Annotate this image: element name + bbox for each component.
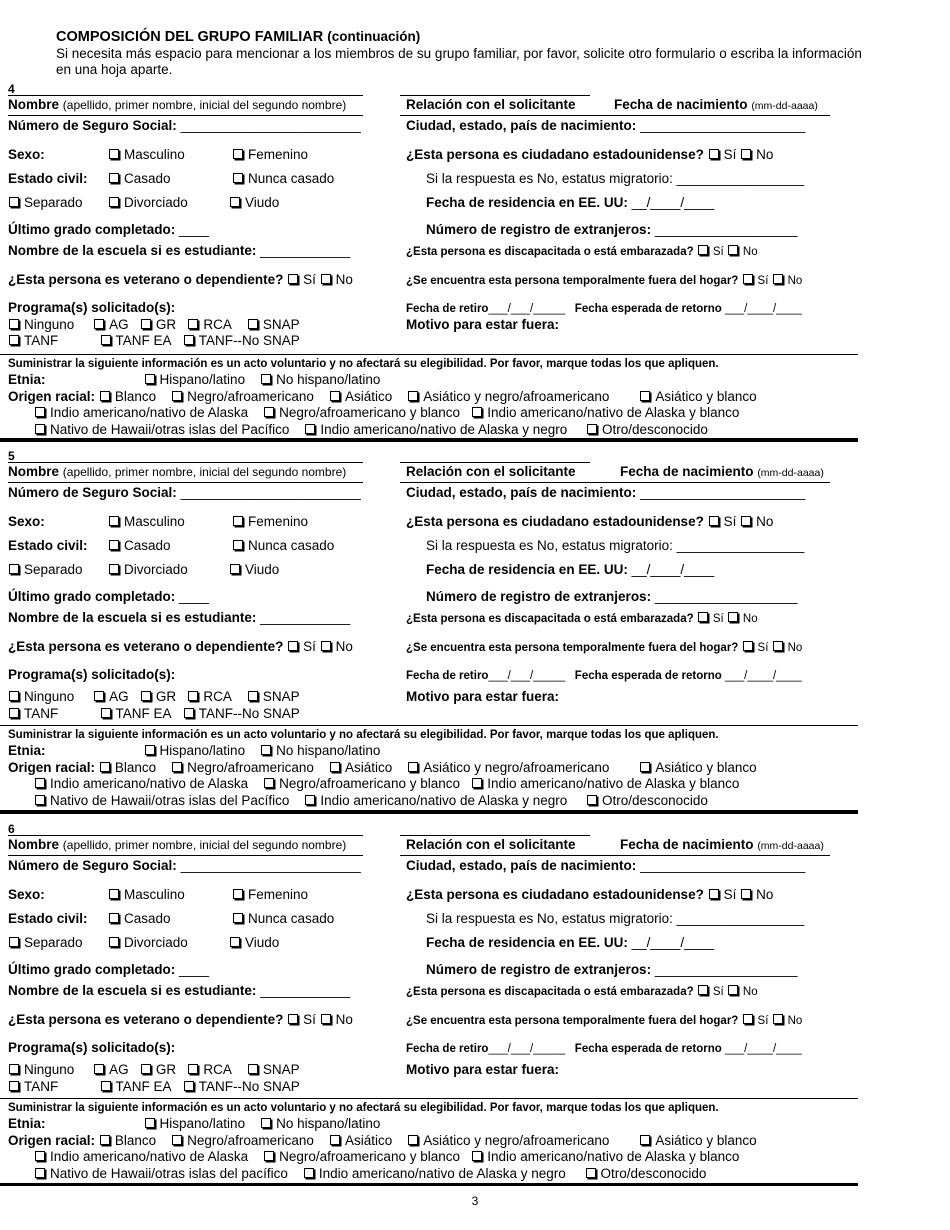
form-page — [56, 28, 914, 78]
checkbox-icon — [233, 540, 243, 550]
checkbox-icon[interactable] — [35, 407, 45, 417]
programs-row-1[interactable]: Ninguno AG GR RCA SNAP — [8, 1062, 300, 1078]
checkbox-icon — [233, 173, 243, 183]
checkbox-icon[interactable] — [304, 1168, 314, 1178]
checkbox-icon[interactable] — [640, 762, 650, 772]
divorced-checkbox[interactable]: Divorciado — [108, 935, 188, 951]
checkbox-icon[interactable] — [188, 319, 198, 329]
checkbox-icon — [109, 564, 119, 574]
leave-dates-field[interactable]: Fecha de retiro___/___/_____ Fecha esperada de retorno ___/____/____ — [406, 303, 802, 315]
checkbox-icon[interactable] — [472, 778, 482, 788]
checkbox-icon[interactable] — [261, 374, 271, 384]
alien-number-field[interactable]: Número de registro de extranjeros: ___________________ — [426, 962, 798, 977]
page-number: 3 — [471, 1194, 479, 1208]
birth-date-label: Fecha de nacimiento (mm-dd-aaaa) — [620, 837, 824, 852]
checkbox-icon[interactable] — [640, 1135, 650, 1145]
race-row-2: Indio americano/nativo de Alaska Negro/afroamericano y blanco Indio americano/nativo de Alaska y blanco — [34, 776, 739, 792]
checkbox-icon[interactable] — [9, 1081, 19, 1091]
programs-row-2[interactable]: TANF TANF EA TANF--No SNAP — [8, 333, 300, 349]
programs-row-1[interactable]: Ninguno AG GR RCA SNAP — [8, 317, 300, 333]
checkbox-icon[interactable] — [248, 1064, 258, 1074]
checkbox-icon[interactable] — [773, 1014, 783, 1024]
checkbox-icon — [233, 913, 243, 923]
away-question: ¿Se encuentra esta persona temporalmente fuera del hogar? Sí No — [406, 1015, 803, 1027]
race-row-2: Indio americano/nativo de Alaska Negro/afroamericano y blanco Indio americano/nativo de Alaska y blanco — [34, 1149, 739, 1165]
citizen-question: ¿Esta persona es ciudadano estadounidense? Sí No — [406, 514, 774, 529]
checkbox-icon[interactable] — [264, 407, 274, 417]
divorced-checkbox[interactable]: Divorciado — [108, 562, 188, 578]
voluntary-notice: Suministrar la siguiente información es un acto voluntario y no afectará su elegibilidad. Por favor, marque todas los que apliquen. — [8, 358, 719, 370]
checkbox-icon[interactable] — [587, 795, 597, 805]
citizen-question: ¿Esta persona es ciudadano estadounidense? Sí No — [406, 147, 774, 162]
checkbox-icon[interactable] — [248, 319, 258, 329]
male-checkbox[interactable]: Masculino — [108, 887, 185, 903]
checkbox-icon[interactable] — [741, 516, 751, 526]
checkbox-icon — [233, 889, 243, 899]
checkbox-icon — [109, 149, 119, 159]
member-number: 4 — [8, 82, 15, 96]
checkbox-icon — [9, 564, 19, 574]
checkbox-icon[interactable] — [9, 319, 19, 329]
checkbox-icon[interactable] — [743, 274, 753, 284]
checkbox-icon[interactable] — [188, 691, 198, 701]
alien-number-field[interactable]: Número de registro de extranjeros: ___________________ — [426, 589, 798, 604]
checkbox-icon — [109, 173, 119, 183]
checkbox-icon[interactable] — [184, 335, 194, 345]
birthplace-field[interactable]: Ciudad, estado, país de nacimiento: ______________________ — [406, 858, 806, 873]
ethnicity-row: Etnia: Hispano/latino No hispano/latino — [8, 372, 381, 387]
checkbox-icon[interactable] — [9, 691, 19, 701]
member-number: 5 — [8, 449, 15, 463]
veteran-question: ¿Esta persona es veterano o dependiente? Sí No — [8, 639, 353, 654]
female-checkbox[interactable]: Femenino — [232, 887, 308, 903]
checkbox-icon[interactable] — [741, 889, 751, 899]
checkbox-icon[interactable] — [288, 641, 298, 651]
female-checkbox[interactable]: Femenino — [232, 147, 308, 163]
checkbox-icon[interactable] — [172, 1135, 182, 1145]
checkbox-icon[interactable] — [640, 391, 650, 401]
checkbox-icon — [230, 937, 240, 947]
checkbox-icon[interactable] — [172, 762, 182, 772]
grade-field[interactable]: Último grado completado: ____ — [8, 222, 210, 237]
checkbox-icon[interactable] — [741, 149, 751, 159]
checkbox-icon[interactable] — [261, 745, 271, 755]
checkbox-icon[interactable] — [94, 691, 104, 701]
checkbox-icon — [230, 197, 240, 207]
marital-status-label: Estado civil: — [8, 171, 88, 186]
sex-label: Sexo: — [8, 514, 45, 529]
checkbox-icon[interactable] — [743, 641, 753, 651]
birthplace-field[interactable]: Ciudad, estado, país de nacimiento: ______________________ — [406, 118, 806, 133]
checkbox-icon[interactable] — [698, 612, 708, 622]
grade-field[interactable]: Último grado completado: ____ — [8, 589, 210, 604]
separated-checkbox[interactable]: Separado — [8, 935, 83, 951]
residency-date-field[interactable]: Fecha de residencia en EE. UU: __/____/____ — [426, 935, 715, 950]
widowed-checkbox[interactable]: Viudo — [229, 195, 279, 211]
voluntary-notice: Suministrar la siguiente información es un acto voluntario y no afectará su elegibilidad. Por favor, marque todas los que apliquen. — [8, 729, 719, 741]
checkbox-icon[interactable] — [330, 762, 340, 772]
separated-checkbox[interactable]: Separado — [8, 562, 83, 578]
name-label: Nombre (apellido, primer nombre, inicial del segundo nombre) — [8, 837, 347, 852]
checkbox-icon[interactable] — [709, 516, 719, 526]
checkbox-icon[interactable] — [288, 274, 298, 284]
checkbox-icon[interactable] — [188, 1064, 198, 1074]
checkbox-icon[interactable] — [141, 319, 151, 329]
programs-label: Programa(s) solicitado(s): — [8, 1040, 176, 1055]
programs-label: Programa(s) solicitado(s): — [8, 667, 176, 682]
race-row-3: Nativo de Hawaii/otras islas del Pacífico Indio americano/nativo de Alaska y negro Otro/desconocido — [34, 422, 708, 438]
away-question: ¿Se encuentra esta persona temporalmente fuera del hogar? Sí No — [406, 275, 803, 287]
race-row-2: Indio americano/nativo de Alaska Negro/afroamericano y blanco Indio americano/nativo de Alaska y blanco — [34, 405, 739, 421]
checkbox-icon[interactable] — [330, 391, 340, 401]
checkbox-icon[interactable] — [305, 795, 315, 805]
checkbox-icon[interactable] — [264, 778, 274, 788]
grade-field[interactable]: Último grado completado: ____ — [8, 962, 210, 977]
school-field[interactable]: Nombre de la escuela si es estudiante: ____________ — [8, 983, 351, 998]
programs-row-1[interactable]: Ninguno AG GR RCA SNAP — [8, 689, 300, 705]
race-row-3: Nativo de Hawaii/otras islas del Pacífico Indio americano/nativo de Alaska y negro Otro/desconocido — [34, 793, 708, 809]
member-number: 6 — [8, 822, 15, 836]
separated-checkbox[interactable]: Separado — [8, 195, 83, 211]
name-label: Nombre (apellido, primer nombre, inicial del segundo nombre) — [8, 464, 347, 479]
disabled-question: ¿Esta persona es discapacitada o está embarazada? Sí No — [406, 613, 758, 625]
checkbox-icon[interactable] — [288, 1014, 298, 1024]
page-title: COMPOSICIÓN DEL GRUPO FAMILIAR (continuación) — [56, 29, 421, 45]
checkbox-icon[interactable] — [264, 1151, 274, 1161]
residency-date-field[interactable]: Fecha de residencia en EE. UU: __/____/____ — [426, 195, 715, 210]
checkbox-icon — [109, 913, 119, 923]
married-checkbox[interactable]: Casado — [108, 538, 171, 554]
never-married-checkbox[interactable]: Nunca casado — [232, 911, 334, 927]
checkbox-icon[interactable] — [408, 391, 418, 401]
ssn-field[interactable]: Número de Seguro Social: ________________________ — [8, 118, 361, 133]
checkbox-icon[interactable] — [145, 374, 155, 384]
ethnicity-row: Etnia: Hispano/latino No hispano/latino — [8, 743, 381, 758]
male-checkbox[interactable]: Masculino — [108, 147, 185, 163]
sex-label: Sexo: — [8, 887, 45, 902]
checkbox-icon[interactable] — [773, 641, 783, 651]
veteran-question: ¿Esta persona es veterano o dependiente? Sí No — [8, 272, 353, 287]
checkbox-icon[interactable] — [321, 1014, 331, 1024]
checkbox-icon[interactable] — [305, 424, 315, 434]
checkbox-icon[interactable] — [141, 691, 151, 701]
race-row-3: Nativo de Hawaii/otras islas del pacífico Indio americano/nativo de Alaska y negro Otro/desconocido — [34, 1166, 706, 1182]
immigration-status-field[interactable]: Si la respuesta es No, estatus migratorio: _________________ — [426, 911, 805, 926]
checkbox-icon[interactable] — [248, 691, 258, 701]
immigration-status-field[interactable]: Si la respuesta es No, estatus migratorio: _________________ — [426, 538, 805, 553]
checkbox-icon — [233, 149, 243, 159]
checkbox-icon[interactable] — [9, 335, 19, 345]
relationship-label: Relación con el solicitante — [406, 837, 576, 852]
residency-date-field[interactable]: Fecha de residencia en EE. UU: __/____/____ — [426, 562, 715, 577]
birth-date-label: Fecha de nacimiento (mm-dd-aaaa) — [620, 464, 824, 479]
checkbox-icon[interactable] — [472, 407, 482, 417]
checkbox-icon[interactable] — [101, 708, 111, 718]
marital-status-label: Estado civil: — [8, 911, 88, 926]
checkbox-icon[interactable] — [698, 985, 708, 995]
reason-away-field[interactable]: Motivo para estar fuera: — [406, 317, 560, 332]
female-checkbox[interactable]: Femenino — [232, 514, 308, 530]
checkbox-icon — [109, 540, 119, 550]
checkbox-icon[interactable] — [709, 149, 719, 159]
checkbox-icon[interactable] — [321, 274, 331, 284]
checkbox-icon — [109, 197, 119, 207]
checkbox-icon[interactable] — [184, 1081, 194, 1091]
checkbox-icon[interactable] — [141, 1064, 151, 1074]
checkbox-icon[interactable] — [172, 391, 182, 401]
relationship-label: Relación con el solicitante — [406, 464, 576, 479]
checkbox-icon — [109, 516, 119, 526]
marital-status-label: Estado civil: — [8, 538, 88, 553]
never-married-checkbox[interactable]: Nunca casado — [232, 171, 334, 187]
checkbox-icon[interactable] — [184, 708, 194, 718]
veteran-question: ¿Esta persona es veterano o dependiente? Sí No — [8, 1012, 353, 1027]
race-row-1: Origen racial: Blanco Negro/afroamericano Asiático Asiático y negro/afroamericano Asiático y blanco — [8, 760, 757, 775]
checkbox-icon[interactable] — [587, 424, 597, 434]
alien-number-field[interactable]: Número de registro de extranjeros: ___________________ — [426, 222, 798, 237]
checkbox-icon[interactable] — [728, 612, 738, 622]
ssn-field[interactable]: Número de Seguro Social: ________________________ — [8, 858, 361, 873]
checkbox-icon[interactable] — [330, 1135, 340, 1145]
birth-date-label: Fecha de nacimiento (mm-dd-aaaa) — [614, 97, 818, 112]
name-label: Nombre (apellido, primer nombre, inicial del segundo nombre) — [8, 97, 347, 112]
checkbox-icon[interactable] — [728, 245, 738, 255]
checkbox-icon[interactable] — [35, 1151, 45, 1161]
checkbox-icon[interactable] — [743, 1014, 753, 1024]
race-row-1: Origen racial: Blanco Negro/afroamericano Asiático Asiático y negro/afroamericano Asiático y blanco — [8, 389, 757, 404]
checkbox-icon[interactable] — [261, 1118, 271, 1128]
checkbox-icon[interactable] — [35, 424, 45, 434]
citizen-question: ¿Esta persona es ciudadano estadounidense? Sí No — [406, 887, 774, 902]
disabled-question: ¿Esta persona es discapacitada o está embarazada? Sí No — [406, 986, 758, 998]
checkbox-icon[interactable] — [773, 274, 783, 284]
relationship-label: Relación con el solicitante — [406, 97, 576, 112]
married-checkbox[interactable]: Casado — [108, 911, 171, 927]
checkbox-icon[interactable] — [9, 1064, 19, 1074]
male-checkbox[interactable]: Masculino — [108, 514, 185, 530]
checkbox-icon[interactable] — [698, 245, 708, 255]
school-field[interactable]: Nombre de la escuela si es estudiante: ____________ — [8, 243, 351, 258]
divorced-checkbox[interactable]: Divorciado — [108, 195, 188, 211]
checkbox-icon[interactable] — [100, 1135, 110, 1145]
checkbox-icon[interactable] — [321, 641, 331, 651]
programs-row-2[interactable]: TANF TANF EA TANF--No SNAP — [8, 706, 300, 722]
checkbox-icon[interactable] — [101, 1081, 111, 1091]
checkbox-icon[interactable] — [100, 391, 110, 401]
checkbox-icon[interactable] — [101, 335, 111, 345]
checkbox-icon[interactable] — [9, 708, 19, 718]
checkbox-icon — [9, 197, 19, 207]
race-row-1: Origen racial: Blanco Negro/afroamericano Asiático Asiático y negro/afroamericano Asiático y blanco — [8, 1133, 757, 1148]
ethnicity-row: Etnia: Hispano/latino No hispano/latino — [8, 1116, 381, 1131]
voluntary-notice: Suministrar la siguiente información es un acto voluntario y no afectará su elegibilidad. Por favor, marque todas los que apliquen. — [8, 1102, 719, 1114]
immigration-status-field[interactable]: Si la respuesta es No, estatus migratorio: _________________ — [426, 171, 805, 186]
leave-dates-field[interactable]: Fecha de retiro___/___/_____ Fecha esperada de retorno ___/____/____ — [406, 670, 802, 682]
checkbox-icon[interactable] — [145, 745, 155, 755]
checkbox-icon[interactable] — [35, 778, 45, 788]
birthplace-field[interactable]: Ciudad, estado, país de nacimiento: ______________________ — [406, 485, 806, 500]
checkbox-icon[interactable] — [145, 1118, 155, 1128]
leave-dates-field[interactable]: Fecha de retiro___/___/_____ Fecha esperada de retorno ___/____/____ — [406, 1043, 802, 1055]
disabled-question: ¿Esta persona es discapacitada o está embarazada? Sí No — [406, 246, 758, 258]
reason-away-field[interactable]: Motivo para estar fuera: — [406, 1062, 560, 1077]
checkbox-icon — [9, 937, 19, 947]
checkbox-icon[interactable] — [35, 795, 45, 805]
checkbox-icon[interactable] — [94, 1064, 104, 1074]
checkbox-icon[interactable] — [709, 889, 719, 899]
never-married-checkbox[interactable]: Nunca casado — [232, 538, 334, 554]
checkbox-icon[interactable] — [408, 1135, 418, 1145]
away-question: ¿Se encuentra esta persona temporalmente fuera del hogar? Sí No — [406, 642, 803, 654]
checkbox-icon — [109, 889, 119, 899]
married-checkbox[interactable]: Casado — [108, 171, 171, 187]
checkbox-icon[interactable] — [472, 1151, 482, 1161]
school-field[interactable]: Nombre de la escuela si es estudiante: ____________ — [8, 610, 351, 625]
sex-label: Sexo: — [8, 147, 45, 162]
checkbox-icon[interactable] — [728, 985, 738, 995]
checkbox-icon[interactable] — [100, 762, 110, 772]
ssn-field[interactable]: Número de Seguro Social: ________________________ — [8, 485, 361, 500]
checkbox-icon[interactable] — [35, 1168, 45, 1178]
checkbox-icon — [230, 564, 240, 574]
checkbox-icon[interactable] — [408, 762, 418, 772]
checkbox-icon[interactable] — [94, 319, 104, 329]
widowed-checkbox[interactable]: Viudo — [229, 935, 279, 951]
intro-text: Si necesita más espacio para mencionar a los miembros de su grupo familiar, por favor, solicite otro formulario o escriba la información en una hoja aparte. — [56, 46, 862, 77]
programs-label: Programa(s) solicitado(s): — [8, 300, 176, 315]
widowed-checkbox[interactable]: Viudo — [229, 562, 279, 578]
programs-row-2[interactable]: TANF TANF EA TANF--No SNAP — [8, 1079, 300, 1095]
checkbox-icon — [109, 937, 119, 947]
checkbox-icon[interactable] — [586, 1168, 596, 1178]
reason-away-field[interactable]: Motivo para estar fuera: — [406, 689, 560, 704]
checkbox-icon — [233, 516, 243, 526]
